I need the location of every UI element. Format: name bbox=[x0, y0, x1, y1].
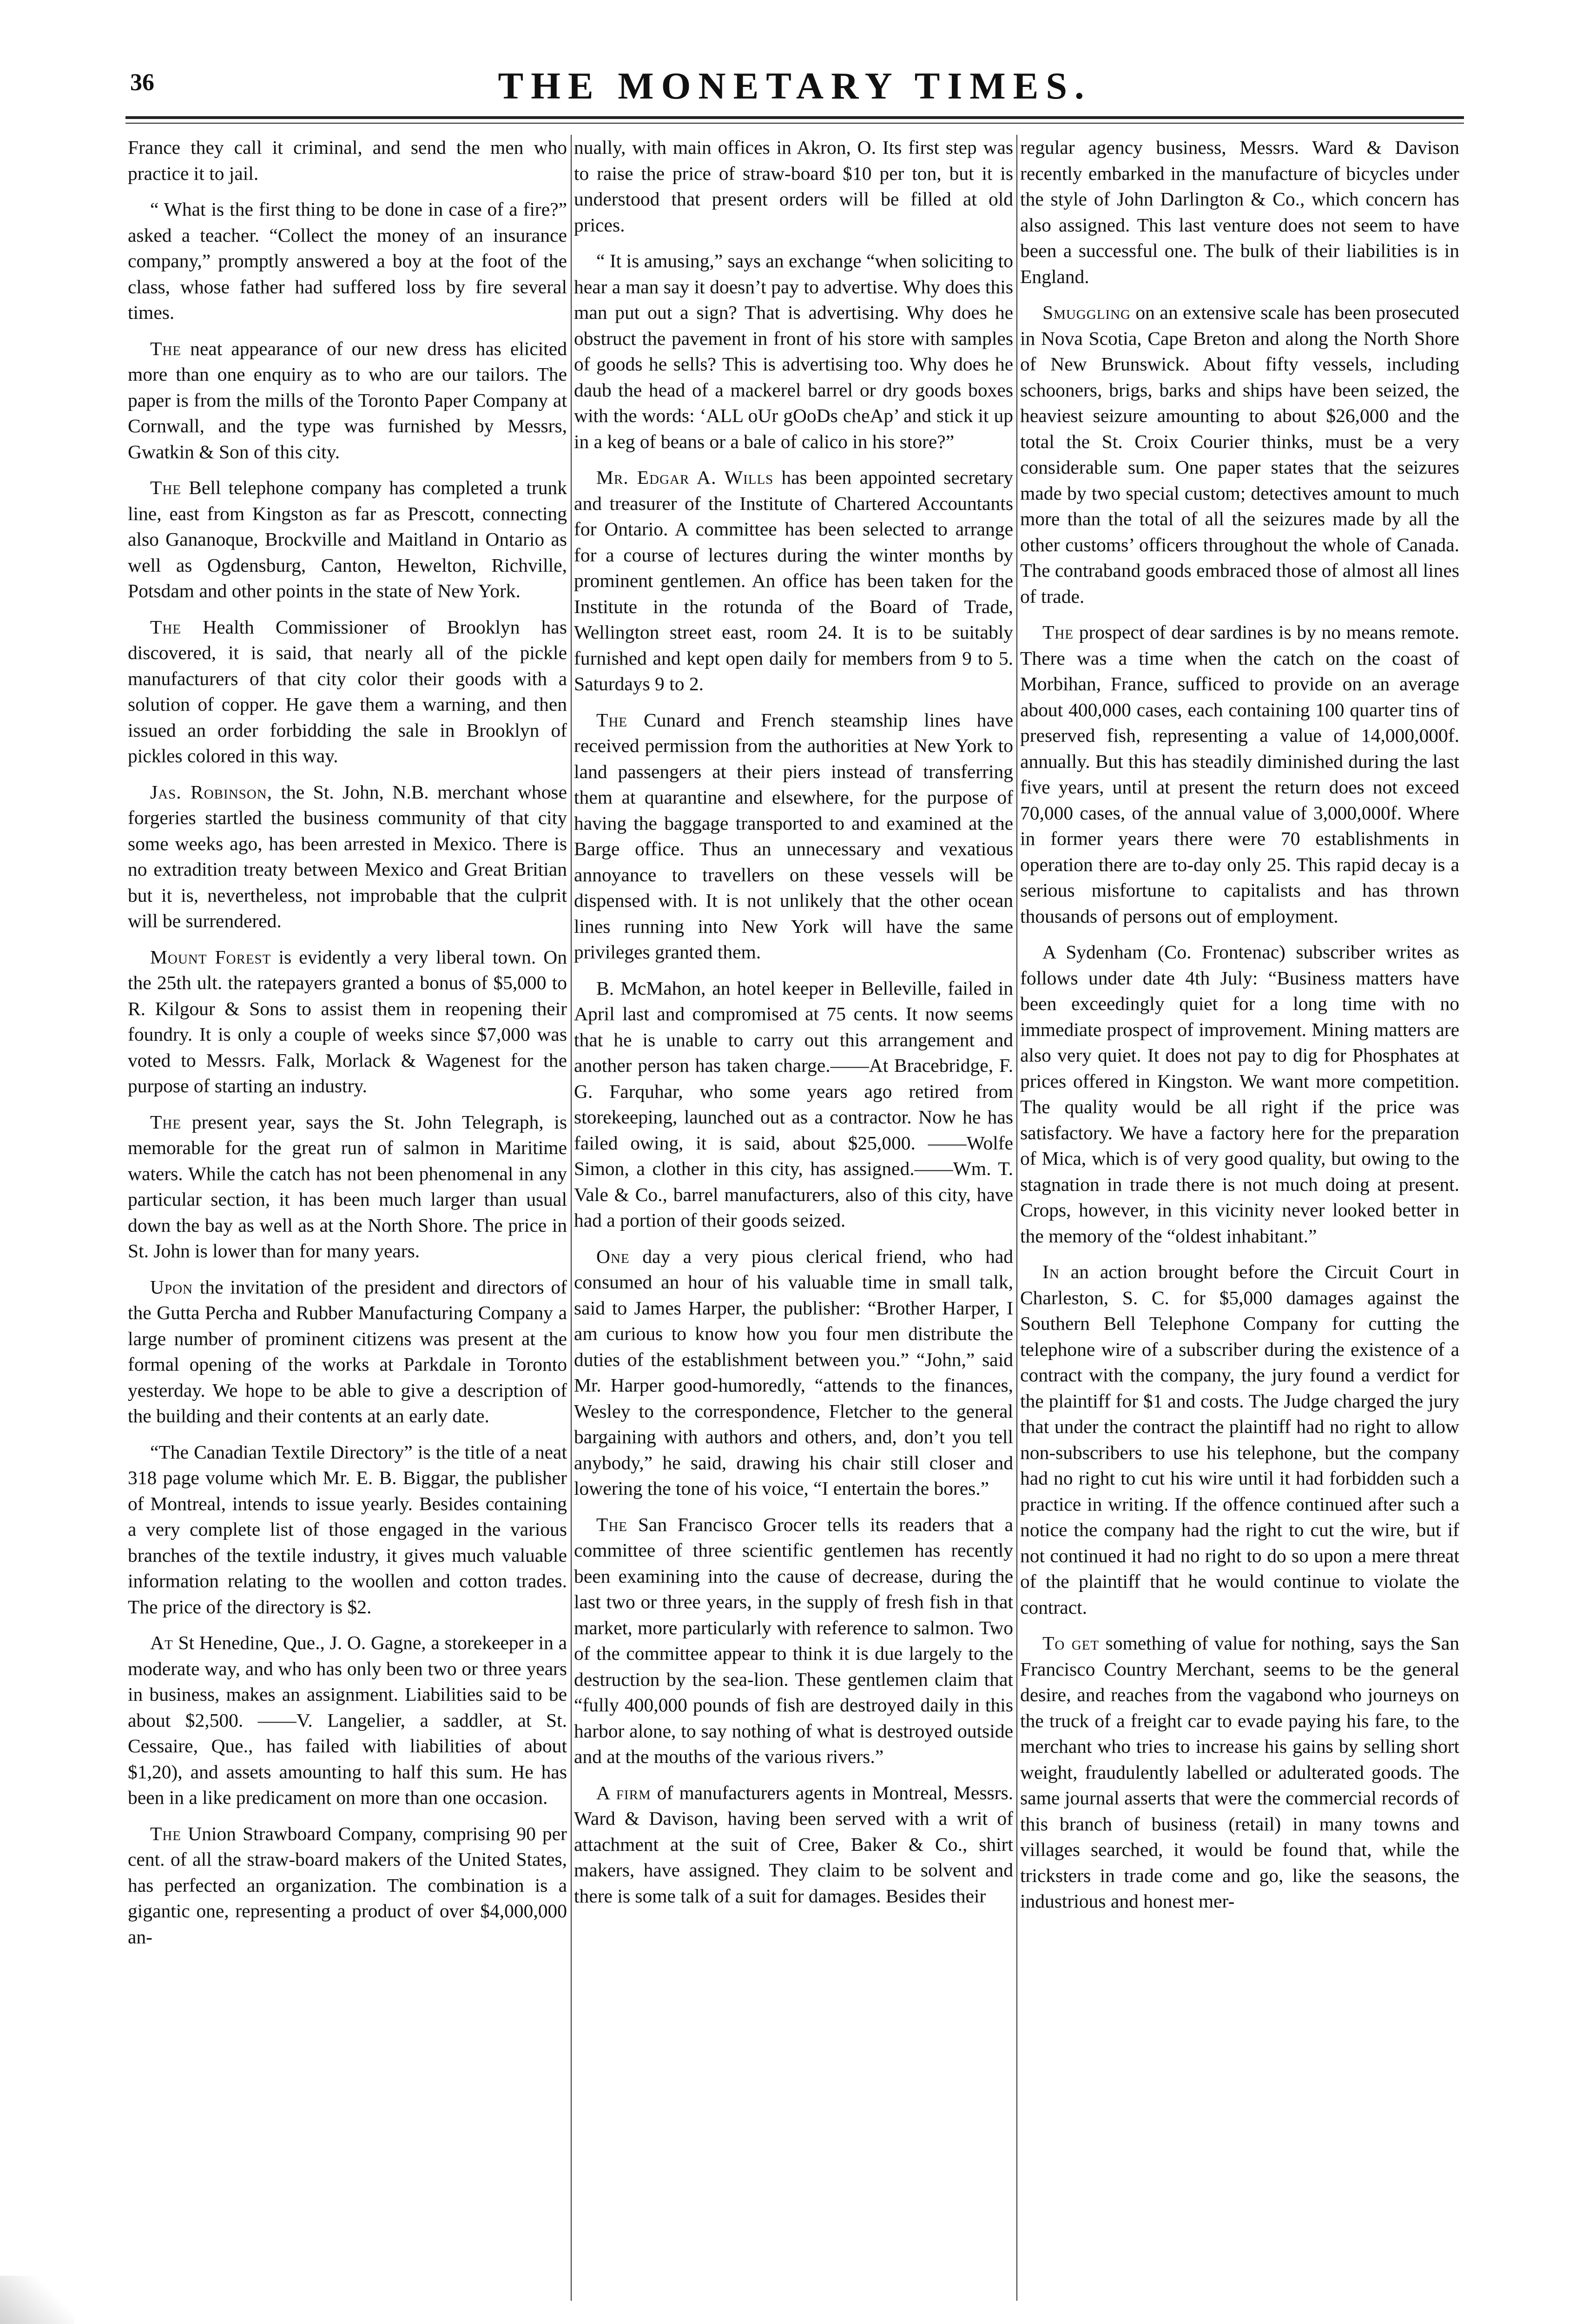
article-lead-words: To get bbox=[1042, 1632, 1100, 1654]
article-body-text: “ What is the first thing to be done in case of a fire?” asked a teacher. “Collect the money of an insurance company,” promptly answered a boy at the foot of the class, whose father had suffered loss by fire several times. bbox=[128, 198, 567, 323]
article-lead-words: The bbox=[150, 477, 182, 498]
article-body-text: Bell telephone company has completed a trunk line, east from Kingston as far as Prescott, connecting also Gananoque, Brockville and Maitland in Ontario as well as Ogdensburg, Canton, Hewelton, Richville, Potsdam and other points in the state of New York. bbox=[128, 477, 567, 601]
article-body-text: has been appointed secretary and treasurer of the Institute of Chartered Accountants for Ontario. A committee has been selected to arrange for a course of lectures during the winter months by prominent gentlemen. An office has been taken for the Institute in the rotunda of the Board of Trade, Wellington street east, room 24. It is to be suitably furnished and kept open daily for members from 9 to 5. Saturdays 9 to 2. bbox=[574, 467, 1013, 694]
article-body-text: something of value for nothing, says the San Francisco Country Merchant, seems to be the general desire, and reaches from the vagabond who journeys on the truck of a freight car to evade paying his fare, to the merchant who tries to increase his gains by selling short weight, fraudulently labelled or adulterated goods. The same journal asserts that were the commercial records of this branch of business (retail) in many towns and villages searched, it would be found that, while the tricksters in trade come and go, like the seasons, the industrious and honest mer- bbox=[1020, 1632, 1459, 1912]
header-rule-thin bbox=[125, 123, 1464, 124]
page-header bbox=[130, 60, 1459, 107]
article-lead-words: The bbox=[596, 1513, 628, 1535]
column-divider bbox=[1016, 135, 1017, 2301]
article-paragraph bbox=[574, 465, 1013, 697]
article-body-text: neat appearance of our new dress has elicited more than one enquiry as to who are our tailors. The paper is from the mills of the Toronto Paper Company at Cornwall, and the type was furnished by Messrs, Gwatkin & Son of this city. bbox=[128, 337, 567, 462]
article-lead-words: Upon bbox=[150, 1276, 193, 1298]
article-paragraph bbox=[128, 336, 567, 465]
article-body-text: on an extensive scale has been prosecuted in Nova Scotia, Cape Breton and along the North Shore of New Brunswick. About fifty vessels, including schooners, brigs, barks and ships have been seized, the heaviest seizure amounting to about $26,000 and the total the St. Croix Courier thinks, must be a very considerable sum. One paper states that the seizures made by two special custom; detectives amount to much more than the total of all the seizures made by all the other customs’ officers throughout the whole of Canada. The contraband goods embraced those of almost all lines of trade. bbox=[1020, 302, 1459, 607]
article-body-text: prospect of dear sardines is by no means remote. There was a time when the catch on the coast of Morbihan, France, sufficed to provide on an average about 400,000 cases, each containing 100 quarter tins of preserved fish, representing a value of 14,000,000f. annually. But this has steadily diminished during the last five years, until at present the return does not exceed 70,000 cases, of the annual value of 3,000,000f. Where in former years there were 70 establishments in operation there are to-day only 25. This rapid decay is a serious misfortune to capitalists and has thrown thousands of persons out of employment. bbox=[1020, 621, 1459, 927]
article-paragraph bbox=[1020, 135, 1459, 290]
page-number: 36 bbox=[130, 69, 154, 96]
article-body-text: Union Strawboard Company, comprising 90 per cent. of all the straw-board makers of the United States, has perfected an organization. The combination is a gigantic one, representing a product of over $4,000,000 an- bbox=[128, 1822, 567, 1948]
article-paragraph bbox=[574, 1512, 1013, 1770]
column-2 bbox=[574, 135, 1013, 2310]
masthead-title: THE MONETARY TIMES. bbox=[498, 65, 1092, 107]
article-body-text: A Sydenham (Co. Frontenac) subscriber writes as follows under date 4th July: “Business matters have been exceedingly quiet for a long time with no immediate prospect of improvement. Mining matters are also very quiet. It does not pay to dig for Phosphates at prices offered in Kingston. We want more competition. The quality would be all right if the price was satisfactory. We have a factory here for the preparation of Mica, which is of very good quality, but owing to the stagnation in trade there is not much doing at present. Crops, however, in this vicinity never looked better in the memory of the “oldest inhabitant.” bbox=[1020, 941, 1459, 1247]
article-paragraph bbox=[1020, 1631, 1459, 1915]
article-paragraph bbox=[128, 1630, 567, 1811]
article-paragraph bbox=[574, 1780, 1013, 1909]
article-lead-words: The bbox=[596, 709, 628, 731]
article-paragraph bbox=[128, 944, 567, 1099]
article-lead-words: The bbox=[150, 616, 182, 638]
header-rule-thick bbox=[125, 116, 1464, 119]
article-body-text: an action brought before the Circuit Court in Charleston, S. C. for $5,000 damages against the Southern Bell Telephone Company for cutting the telephone wire of a subscriber during the existence of a contract with the company, the jury found a verdict for the plaintiff for $1 and costs. The Judge charged the jury that under the contract the plaintiff had no right to allow non-subscribers to use his telephone, but the company had no right to cut his wire until it had forbidden such a practice in writing. If the offence continued after such a notice the company had the right to cut the wire, but if not continued it had no right to do so upon a mere threat of the plaintiff that he would continue to violate the contract. bbox=[1020, 1261, 1459, 1618]
page-corner-smudge bbox=[0, 2276, 74, 2324]
article-paragraph bbox=[574, 976, 1013, 1234]
column-divider bbox=[571, 135, 572, 2301]
article-body-text: present year, says the St. John Telegraph, is memorable for the great run of salmon in Maritime waters. While the catch has not been phenomenal in any particular section, it has been much larger than usual down the bay as well as at the North Shore. The price in St. John is lower than for many years. bbox=[128, 1111, 567, 1261]
article-body-text: is evidently a very liberal town. On the 25th ult. the ratepayers granted a bonus of $5,000 to R. Kilgour & Sons to assist them in reopening their foundry. It is only a couple of weeks since $7,000 was voted to Messrs. Falk, Morlack & Wagenest for the purpose of starting an industry. bbox=[128, 946, 567, 1096]
article-lead-words: The bbox=[1042, 621, 1074, 643]
article-paragraph bbox=[128, 1439, 567, 1620]
article-body-text: “The Canadian Textile Directory” is the title of a neat 318 page volume which Mr. E. B. Biggar, the publisher of Montreal, intends to issue yearly. Besides containing a very complete list of those engaged in the various branches of the textile industry, it gives much valuable information relating to the woollen and cotton trades. The price of the directory is $2. bbox=[128, 1441, 567, 1618]
article-paragraph bbox=[1020, 300, 1459, 609]
article-paragraph bbox=[128, 475, 567, 604]
article-lead-words: One bbox=[596, 1245, 630, 1267]
article-paragraph bbox=[128, 1821, 567, 1950]
article-paragraph bbox=[1020, 620, 1459, 929]
article-lead-words: A firm bbox=[596, 1782, 651, 1803]
article-paragraph bbox=[574, 135, 1013, 238]
column-3 bbox=[1020, 135, 1459, 2310]
article-paragraph bbox=[128, 135, 567, 186]
article-paragraph bbox=[574, 248, 1013, 455]
article-paragraph bbox=[574, 1244, 1013, 1502]
article-body-text: day a very pious clerical friend, who had consumed an hour of his valuable time in small talk, said to James Harper, the publisher: “Brother Harper, I am curious to know how you four men distribute the duties of the establishment between you.” “John,” said Mr. Harper good-humoredly, “attends to the finances, Wesley to the correspondence, Fletcher to the general bargaining with authors and others, and, don’t you tell anybody,” he said, drawing his chair still closer and lowering the tone of his voice, “I entertain the bores.” bbox=[574, 1245, 1013, 1499]
article-lead-words: The bbox=[150, 1822, 182, 1844]
article-body-text: the invitation of the president and directors of the Gutta Percha and Rubber Manufacturing Company a large number of prominent citizens was present at the formal opening of the works at Parkdale in Toronto yesterday. We hope to be able to give a description of the building and their contents at an early date. bbox=[128, 1276, 567, 1426]
article-body-text: France they call it criminal, and send the men who practice it to jail. bbox=[128, 137, 567, 184]
article-body-text: the St. John, N.B. merchant whose forgeries startled the business community of that city some weeks ago, has been arrested in Mexico. There is no extradition treaty between Mexico and Great Britian but it is, nevertheless, not improbable that the culprit will be surrendered. bbox=[128, 781, 567, 931]
article-lead-words: The bbox=[150, 1111, 182, 1133]
article-lead-words: In bbox=[1042, 1261, 1060, 1282]
article-paragraph bbox=[1020, 1259, 1459, 1620]
article-paragraph bbox=[128, 779, 567, 934]
article-paragraph bbox=[128, 614, 567, 769]
article-body-text: “ It is amusing,” says an exchange “when soliciting to hear a man say it doesn’t pay to advertise. Why does this man put out a sign? That is advertising. Why does he obstruct the pavement in front of his store with samples of goods he sells? This is advertising too. Why does he daub the head of a mackerel barrel or dry goods boxes with the words: ‘ALL oUr gOoDs cheAp’ and stick it up in a keg of beans or a bale of calico in his store?” bbox=[574, 250, 1013, 452]
article-paragraph bbox=[1020, 939, 1459, 1249]
article-lead-words: Smuggling bbox=[1042, 302, 1131, 323]
article-lead-words: At bbox=[150, 1632, 173, 1653]
article-body-text: San Francisco Grocer tells its readers that a committee of three scientific gentlemen has recently been examining into the cause of decrease, during the last two or three years, in the supply of fresh fish in that market, more particularly with reference to salmon. Two of the committee appear to think it is due largely to the destruction by the sea-lion. These gentlemen claim that “fully 400,000 pounds of fish are destroyed daily in this harbor alone, to say nothing of what is destroyed outside and at the mouths of the various rivers.” bbox=[574, 1513, 1013, 1767]
article-body-text: St Henedine, Que., J. O. Gagne, a storekeeper in a moderate way, and who has only been two or three years in business, makes an assignment. Liabilities said to be about $2,500. ——V. Langelier, a saddler, at St. Cessaire, Que., has failed with liabilities of about $1,20), and assets amounting to half this sum. He has been in a like predicament on more than one occasion. bbox=[128, 1632, 567, 1808]
article-lead-words: Mount Forest bbox=[150, 946, 271, 968]
article-body-text: Health Commissioner of Brooklyn has discovered, it is said, that nearly all of the pickle manufacturers of that city color their goods with a solution of copper. He gave them a warning, and then issued an order forbidding the sale in Brooklyn of pickles colored in this way. bbox=[128, 616, 567, 766]
article-lead-words: The bbox=[150, 337, 182, 359]
article-paragraph bbox=[128, 197, 567, 326]
article-body-text: nually, with main offices in Akron, O. Its first step was to raise the price of straw-board $10 per ton, but it is understood that present orders will be filled at old prices. bbox=[574, 137, 1013, 236]
article-body-text: of manufacturers agents in Montreal, Messrs. Ward & Davison, having been served with a writ of attachment at the suit of Cree, Baker & Co., shirt makers, have assigned. They claim to be solvent and there is some talk of a suit for damages. Besides their bbox=[574, 1782, 1013, 1907]
article-paragraph bbox=[128, 1109, 567, 1264]
article-body-text: B. McMahon, an hotel keeper in Belleville, failed in April last and compromised at 75 cents. It now seems that he is unable to carry out this arrangement and another person has taken charge.——At Bracebridge, F. G. Farquhar, who some years ago retired from storekeeping, launched out as a contractor. Now he has failed owing, it is said, about $25,000. ——Wolfe Simon, a clother in this city, has assigned.——Wm. T. Vale & Co., barrel manufacturers, also of this city, have had a portion of their goods seized. bbox=[574, 977, 1013, 1231]
article-body-text: Cunard and French steamship lines have received permission from the authorities at New York to land passengers at their piers instead of transferring them at quarantine and elsewhere, for the purpose of having the baggage transported to and examined at the Barge office. Thus an unnecessary and vexatious annoyance to travellers on these vessels will be dispensed with. It is not unlikely that the other ocean lines running into New York will have the same privileges granted them. bbox=[574, 709, 1013, 963]
article-body-text: regular agency business, Messrs. Ward & Davison recently embarked in the manufacture of bicycles under the style of John Darlington & Co., which concern has also assigned. This last venture does not seem to have been a successful one. The bulk of their liabilities is in England. bbox=[1020, 137, 1459, 287]
article-lead-words: Jas. Robinson, bbox=[150, 781, 273, 803]
article-paragraph bbox=[574, 707, 1013, 965]
article-paragraph bbox=[128, 1274, 567, 1429]
column-1 bbox=[128, 135, 567, 2310]
article-lead-words: Mr. Edgar A. Wills bbox=[596, 467, 774, 488]
